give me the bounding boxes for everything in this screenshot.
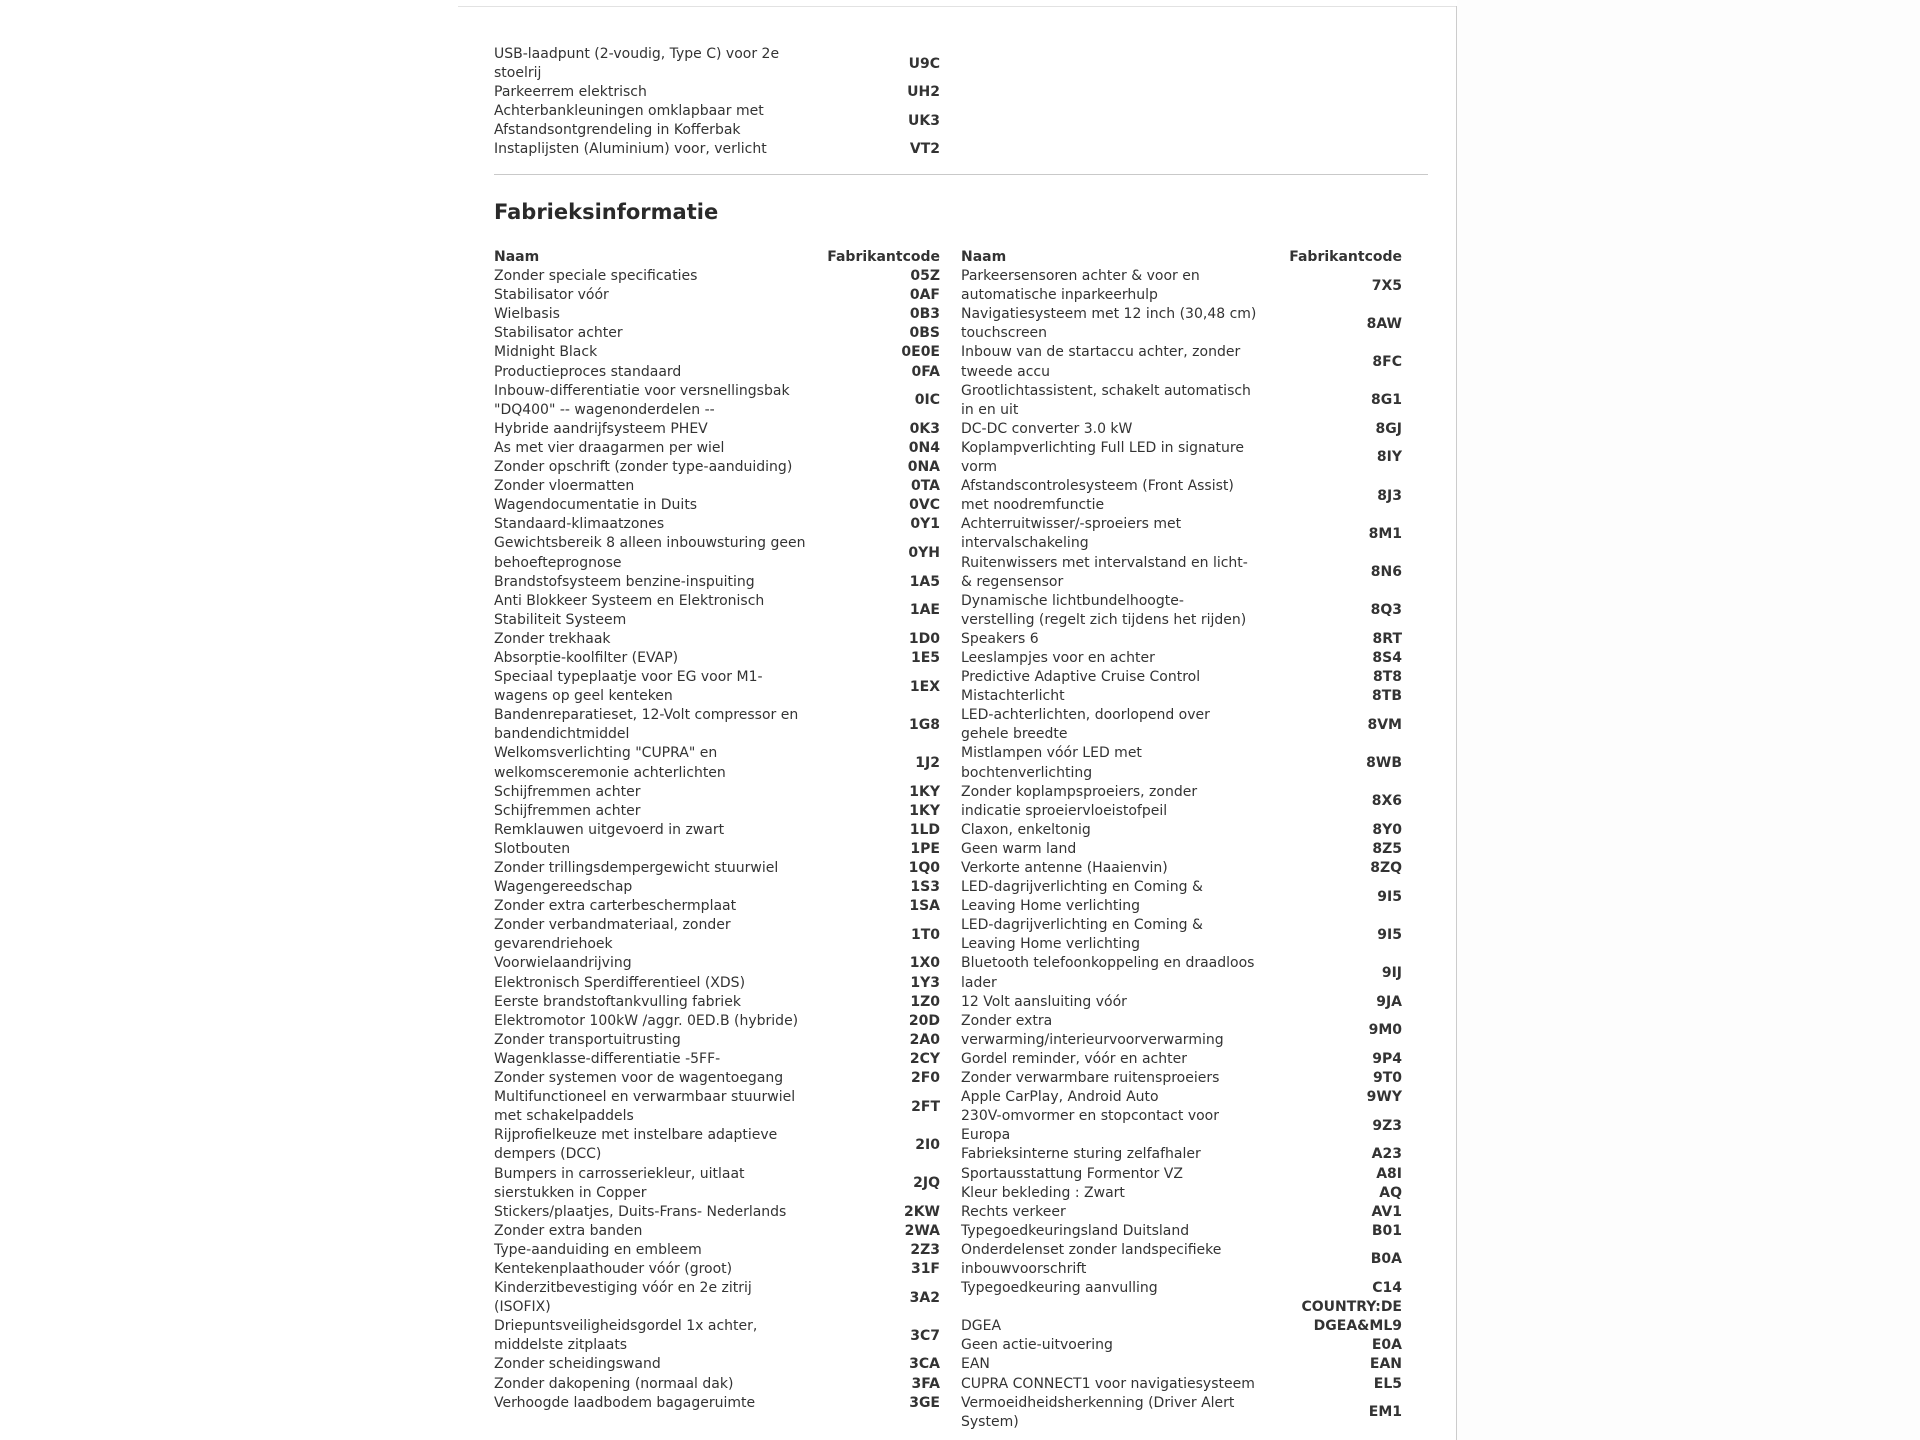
table-row (494, 783, 940, 802)
table-row (494, 382, 940, 420)
table-row (494, 496, 940, 515)
factory-code: 8WB (1366, 754, 1402, 771)
option-name: Ruitenwissers met intervalstand en licht- & regensensor (961, 554, 1248, 590)
column-header-fabrikantcode: Fabrikantcode (1289, 249, 1402, 265)
table-row (961, 1050, 1402, 1069)
option-name: LED-dagrijverlichting en Coming & Leaving Home verlichting (961, 879, 1203, 915)
section-divider (494, 174, 1428, 175)
table-row (961, 1069, 1402, 1088)
option-name: DGEA (961, 1318, 1002, 1335)
factory-code: 8G1 (1371, 392, 1402, 409)
factory-code: 0TA (910, 478, 940, 495)
factory-code: 8Y0 (1372, 821, 1402, 838)
factory-code: 9WY (1366, 1089, 1402, 1106)
factory-code: 0Y1 (910, 516, 940, 533)
factory-code: 8X6 (1371, 793, 1402, 810)
factory-code: VT2 (909, 141, 940, 158)
table-row (961, 649, 1402, 668)
table-row (961, 1394, 1402, 1432)
factory-code: 31F (910, 1260, 940, 1277)
table-header (961, 248, 1402, 267)
option-name: Schijfremmen achter (494, 802, 641, 819)
factory-code: 8J3 (1377, 487, 1402, 504)
table-row (494, 363, 940, 382)
option-name: As met vier draagarmen per wiel (494, 439, 725, 456)
table-row (494, 324, 940, 343)
table-row (961, 1184, 1402, 1203)
option-name: Voorwielaandrijving (494, 955, 632, 972)
factory-code: 3C7 (910, 1327, 940, 1344)
option-name: Bluetooth telefoonkoppeling en draadloos lader (961, 955, 1255, 991)
option-name: Driepuntsveiligheidsgordel 1x achter, middelste zitplaats (494, 1318, 758, 1354)
factory-code: C14 (1372, 1280, 1402, 1297)
option-name: Navigatiesysteem met 12 inch (30,48 cm) touchscreen (961, 306, 1257, 342)
factory-code: 3FA (911, 1375, 940, 1392)
option-name: Midnight Black (494, 344, 598, 361)
factory-code: 0E0E (901, 344, 940, 361)
factory-code: 1G8 (909, 716, 940, 733)
factory-code: EM1 (1368, 1404, 1402, 1421)
table-row (494, 1260, 940, 1279)
option-name: Inbouw-differentiatie voor versnellingsbak "DQ400" -- wagenonderdelen -- (494, 382, 790, 418)
table-row (494, 897, 940, 916)
table-row (494, 267, 940, 286)
factory-code: 7X5 (1371, 277, 1402, 294)
option-name: Instaplijsten (Aluminium) voor, verlicht (494, 141, 767, 158)
option-name: Elektromotor 100kW /aggr. 0ED.B (hybride) (494, 1012, 799, 1029)
table-row (961, 1088, 1402, 1107)
option-name: Fabrieksinterne sturing zelfafhaler (961, 1146, 1201, 1163)
option-name: Stabilisator achter (494, 325, 623, 342)
option-name: Wielbasis (494, 306, 560, 323)
table-row (494, 821, 940, 840)
table-row (961, 477, 1402, 515)
factory-code: 1E5 (910, 649, 940, 666)
option-name: Verkorte antenne (Haaienvin) (961, 860, 1168, 876)
table-row (961, 1241, 1402, 1279)
option-name: Mistlampen vóór LED met bochtenverlichting (961, 745, 1142, 781)
factory-code: 0NA (907, 459, 940, 476)
option-name: Zonder extra carterbeschermplaat (494, 898, 737, 915)
option-name: Typegoedkeuring aanvulling (961, 1280, 1158, 1297)
option-name: Speakers 6 (961, 630, 1039, 647)
factory-code: 8T8 (1372, 669, 1402, 686)
factory-code: 9IJ (1381, 965, 1402, 982)
table-row (961, 668, 1402, 687)
factory-code: 1S3 (910, 879, 940, 896)
table-row (494, 859, 940, 878)
table-row (494, 1069, 940, 1088)
factory-code: 2FT (911, 1098, 940, 1115)
option-name: Rijprofielkeuze met instelbare adaptieve dempers (DCC) (494, 1127, 778, 1163)
option-name: Grootlichtassistent, schakelt automatisch in en uit (961, 382, 1251, 418)
table-row (961, 706, 1402, 744)
factory-code: 0BS (909, 325, 940, 342)
table-row (494, 515, 940, 534)
factory-code: 1AE (909, 602, 940, 619)
table-row (494, 954, 940, 973)
option-name: Zonder vloermatten (494, 478, 635, 495)
factory-code: 8S4 (1372, 649, 1402, 666)
table-row (961, 1107, 1402, 1145)
factory-code: 9I5 (1377, 926, 1402, 943)
table-row (961, 1203, 1402, 1222)
option-name: Kleur bekleding : Zwart (961, 1184, 1125, 1201)
factory-code: 1LD (909, 821, 940, 838)
factory-code: AQ (1379, 1184, 1402, 1201)
factory-code: 1SA (909, 898, 940, 915)
option-name: Stabilisator vóór (494, 287, 609, 304)
option-name: Typegoedkeuringsland Duitsland (961, 1222, 1190, 1239)
table-row (494, 592, 940, 630)
factory-code: 2WA (904, 1222, 940, 1239)
page-right-edge (1456, 6, 1457, 1440)
factory-code: 9Z3 (1372, 1117, 1402, 1134)
table-row (494, 1165, 940, 1203)
option-name: Zonder extra verwarming/interieurvoorverwarming (961, 1012, 1224, 1048)
factory-code: 2Z3 (910, 1241, 940, 1258)
table-row (494, 305, 940, 324)
factory-code: 8IY (1376, 449, 1402, 466)
option-name: 12 Volt aansluiting vóór (961, 993, 1127, 1010)
table-row (961, 420, 1402, 439)
option-name: Zonder trekhaak (494, 630, 611, 647)
table-row (961, 554, 1402, 592)
factory-code: 9I5 (1377, 888, 1402, 905)
option-name: Geen actie-uitvoering (961, 1337, 1113, 1354)
factory-code: 8Z5 (1372, 840, 1402, 857)
table-header (494, 248, 940, 267)
table-row (961, 1375, 1402, 1394)
factory-code: 0IC (914, 392, 940, 409)
option-name: Brandstofsysteem benzine-inspuiting (494, 573, 755, 590)
factory-code: 8N6 (1370, 564, 1402, 581)
table-row (494, 1050, 940, 1069)
table-row (494, 1222, 940, 1241)
table-row (494, 1203, 940, 1222)
factory-code: 8M1 (1368, 525, 1402, 542)
option-name: Leeslampjes voor en achter (961, 649, 1155, 666)
factory-code: 1PE (910, 840, 940, 857)
factory-code: 2A0 (909, 1031, 940, 1048)
factory-code: 9M0 (1368, 1022, 1402, 1039)
table-row (494, 802, 940, 821)
factory-code: 8ZQ (1370, 860, 1402, 876)
table-row (494, 1279, 940, 1317)
factory-code: 2I0 (915, 1136, 940, 1153)
factory-info-table-left (494, 248, 940, 1413)
option-name: Sportausstattung Formentor VZ (961, 1165, 1183, 1182)
factory-code: 3GE (909, 1394, 940, 1411)
table-row (494, 878, 940, 897)
option-name: Wagendocumentatie in Duits (494, 497, 698, 514)
factory-code: 0AF (909, 287, 940, 304)
table-row (494, 286, 940, 305)
table-row (961, 1145, 1402, 1164)
table-row (494, 1241, 940, 1260)
option-name: Achterbankleuningen omklapbaar met Afstandsontgrendeling in Kofferbak (494, 103, 764, 139)
table-row (494, 1088, 940, 1126)
factory-code: AV1 (1371, 1203, 1402, 1220)
option-name: Zonder koplampsproeiers, zonder indicatie sproeiervloeistofpeil (961, 783, 1198, 819)
factory-code: UH2 (907, 84, 940, 101)
option-name: Standaard-klimaatzones (494, 516, 665, 533)
option-name: Type-aanduiding en embleem (494, 1241, 702, 1258)
table-row (494, 140, 940, 159)
table-row (961, 1165, 1402, 1184)
factory-code: UK3 (908, 112, 940, 129)
option-name: 230V-omvormer en stopcontact voor Europa (961, 1108, 1219, 1144)
option-name: Schijfremmen achter (494, 783, 641, 800)
option-name: Mistachterlicht (961, 688, 1065, 705)
factory-code: 8RT (1372, 630, 1402, 647)
option-name: Productieproces standaard (494, 363, 682, 380)
option-name: Wagenklasse-differentiatie -5FF- (494, 1050, 721, 1067)
option-name: Achterruitwisser/-sproeiers met intervalschakeling (961, 516, 1182, 552)
table-row (961, 954, 1402, 992)
factory-code: 8VM (1367, 716, 1402, 733)
table-row (961, 783, 1402, 821)
table-row (494, 1012, 940, 1031)
table-row (494, 343, 940, 362)
option-name: Remklauwen uitgevoerd in zwart (494, 821, 725, 838)
option-name: LED-achterlichten, doorlopend over gehele breedte (961, 707, 1210, 743)
option-name: Inbouw van de startaccu achter, zonder tweede accu (961, 344, 1241, 380)
table-row (494, 439, 940, 458)
option-name: Gewichtsbereik 8 alleen inbouwsturing geen behoefteprognose (494, 535, 806, 571)
table-row (961, 305, 1402, 343)
factory-code: 0FA (911, 363, 940, 380)
option-name: Zonder scheidingswand (494, 1356, 661, 1373)
option-name: Kinderzitbevestiging vóór en 2e zitrij (ISOFIX) (494, 1280, 752, 1316)
table-row (494, 534, 940, 572)
column-header-naam: Naam (961, 249, 1007, 265)
page-top-border (458, 6, 1456, 7)
option-name: LED-dagrijverlichting en Coming & Leaving Home verlichting (961, 917, 1203, 953)
factory-code: 1KY (909, 802, 940, 819)
option-name: CUPRA CONNECT1 voor navigatiesysteem (961, 1375, 1255, 1392)
page-right-margin (1457, 0, 1920, 1440)
factory-code: DGEA&ML9 (1313, 1318, 1402, 1335)
table-row (961, 382, 1402, 420)
factory-code: 0YH (908, 544, 940, 561)
option-name: Gordel reminder, vóór en achter (961, 1050, 1187, 1067)
table-row (961, 993, 1402, 1012)
factory-code: A23 (1371, 1146, 1402, 1163)
table-row (494, 840, 940, 859)
option-name: Zonder opschrift (zonder type-aanduiding) (494, 459, 793, 476)
option-name: Onderdelenset zonder landspecifieke inbouwvoorschrift (961, 1241, 1222, 1277)
factory-code: 2CY (909, 1050, 940, 1067)
factory-code: B01 (1371, 1222, 1402, 1239)
factory-code: 0B3 (909, 306, 940, 323)
option-name: Claxon, enkeltonig (961, 821, 1091, 838)
factory-code: 9JA (1376, 993, 1402, 1010)
factory-code: 3A2 (909, 1289, 940, 1306)
option-name: Hybride aandrijfsysteem PHEV (494, 420, 708, 437)
table-row (494, 1126, 940, 1164)
table-row (961, 916, 1402, 954)
option-name: Elektronisch Sperdifferentieel (XDS) (494, 974, 746, 991)
table-row (961, 267, 1402, 305)
option-name: Predictive Adaptive Cruise Control (961, 669, 1201, 686)
factory-code: 1J2 (915, 754, 940, 771)
option-name: Geen warm land (961, 840, 1077, 857)
table-row (961, 343, 1402, 381)
factory-code: 9T0 (1372, 1070, 1402, 1087)
table-row (494, 1317, 940, 1355)
table-row (494, 649, 940, 668)
option-name: Apple CarPlay, Android Auto (961, 1089, 1159, 1106)
table-row (494, 916, 940, 954)
table-row (494, 102, 940, 140)
table-row (961, 821, 1402, 840)
option-name: Bandenreparatieset, 12-Volt compressor en bandendichtmiddel (494, 707, 799, 743)
table-row (494, 744, 940, 782)
table-row (961, 1012, 1402, 1050)
factory-code: 8GJ (1375, 420, 1402, 437)
factory-code: 8AW (1366, 315, 1402, 332)
table-row (494, 630, 940, 649)
option-name: Welkomsverlichting "CUPRA" en welkomsceremonie achterlichten (494, 745, 726, 781)
factory-code: 1A5 (909, 573, 940, 590)
table-row (494, 1355, 940, 1374)
factory-code: 1X0 (909, 955, 940, 972)
table-row (961, 744, 1402, 782)
option-name: DC-DC converter 3.0 kW (961, 420, 1133, 437)
factory-code: B0A (1370, 1251, 1402, 1268)
factory-code: 0VC (909, 497, 940, 514)
factory-code: 20D (908, 1012, 940, 1029)
option-name: Zonder speciale specificaties (494, 268, 698, 285)
table-row (494, 420, 940, 439)
option-name: USB-laadpunt (2-voudig, Type C) voor 2e stoelrij (494, 46, 780, 82)
factory-code: A8I (1376, 1165, 1402, 1182)
table-row (961, 1317, 1402, 1336)
table-row (961, 439, 1402, 477)
factory-code: 1Q0 (908, 860, 940, 876)
option-name: Dynamische lichtbundelhoogte- verstelling (regelt zich tijdens het rijden) (961, 592, 1247, 628)
table-row (961, 859, 1402, 878)
factory-code: 1Z0 (910, 993, 940, 1010)
factory-code: 8TB (1372, 688, 1402, 705)
column-header-naam: Naam (494, 249, 540, 265)
table-row (961, 630, 1402, 649)
factory-code: 1EX (909, 678, 940, 695)
table-row (494, 458, 940, 477)
factory-code: 0K3 (909, 420, 940, 437)
option-name: Eerste brandstoftankvulling fabriek (494, 993, 741, 1010)
option-name: Multifunctioneel en verwarmbaar stuurwiel met schakelpaddels (494, 1089, 796, 1125)
factory-info-table-right (961, 248, 1402, 1432)
factory-code: 9P4 (1372, 1050, 1402, 1067)
table-row (494, 974, 940, 993)
table-row (961, 1298, 1402, 1317)
option-name: Zonder trillingsdempergewicht stuurwiel (494, 860, 779, 876)
factory-code: 1T0 (910, 926, 940, 943)
table-row (494, 477, 940, 496)
factory-code: 2F0 (910, 1070, 940, 1087)
option-name: Wagengereedschap (494, 879, 633, 896)
factory-code: EL5 (1373, 1375, 1402, 1392)
table-row (494, 1394, 940, 1413)
factory-code: 8Q3 (1370, 602, 1402, 619)
option-name: Kentekenplaathouder vóór (groot) (494, 1260, 733, 1277)
factory-code: 1D0 (908, 630, 940, 647)
option-name: EAN (961, 1356, 990, 1373)
option-name: Absorptie-koolfilter (EVAP) (494, 649, 679, 666)
factory-code: 1KY (909, 783, 940, 800)
factory-code: 8FC (1372, 354, 1402, 371)
table-row (961, 1279, 1402, 1298)
option-name: Parkeersensoren achter & voor en automatische inparkeerhulp (961, 268, 1200, 304)
option-name: Zonder systemen voor de wagentoegang (494, 1070, 784, 1087)
factory-code: 0N4 (908, 439, 940, 456)
factory-code: COUNTRY:DE (1301, 1299, 1402, 1316)
factory-code: 3CA (909, 1356, 940, 1373)
table-row (961, 878, 1402, 916)
option-name: Stickers/plaatjes, Duits-Frans- Nederlands (494, 1203, 787, 1220)
option-name: Parkeerrem elektrisch (494, 84, 647, 101)
option-name: Speciaal typeplaatje voor EG voor M1- wagens op geel kenteken (494, 669, 763, 705)
factory-code: E0A (1371, 1337, 1402, 1354)
option-name: Anti Blokkeer Systeem en Elektronisch Stabiliteit Systeem (494, 592, 765, 628)
factory-code: U9C (908, 55, 940, 72)
table-row (961, 1222, 1402, 1241)
option-name: Rechts verkeer (961, 1203, 1066, 1220)
table-row (494, 1375, 940, 1394)
option-name: Zonder extra banden (494, 1222, 643, 1239)
option-name: Vermoeidheidsherkenning (Driver Alert System) (961, 1394, 1235, 1430)
option-name: Verhoogde laadbodem bagageruimte (494, 1394, 756, 1411)
factory-code: 2KW (903, 1203, 940, 1220)
table-row (961, 840, 1402, 859)
options-table-top (494, 45, 940, 160)
table-row (494, 706, 940, 744)
factory-code: 1Y3 (910, 974, 940, 991)
option-name: Bumpers in carrosseriekleur, uitlaat sierstukken in Copper (494, 1165, 745, 1201)
option-name: Zonder transportuitrusting (494, 1031, 681, 1048)
section-title: Fabrieksinformatie (494, 200, 719, 224)
table-row (494, 45, 940, 83)
option-name: Zonder verwarmbare ruitensproeiers (961, 1070, 1220, 1087)
factory-code: 2JQ (913, 1175, 940, 1192)
table-row (494, 1031, 940, 1050)
option-name: Koplampverlichting Full LED in signature vorm (961, 439, 1244, 476)
table-row (961, 1355, 1402, 1374)
table-row (961, 592, 1402, 630)
factory-code: 05Z (910, 268, 940, 285)
table-row (961, 687, 1402, 706)
column-header-fabrikantcode: Fabrikantcode (827, 249, 940, 265)
option-name: Afstandscontrolesysteem (Front Assist) met noodremfunctie (961, 478, 1234, 514)
table-row (494, 83, 940, 102)
table-row (494, 993, 940, 1012)
table-row (961, 1336, 1402, 1355)
factory-code: EAN (1369, 1356, 1402, 1373)
option-name: Zonder dakopening (normaal dak) (494, 1375, 734, 1392)
table-row (494, 668, 940, 706)
table-row (494, 573, 940, 592)
option-name: Zonder verbandmateriaal, zonder gevarendriehoek (494, 917, 731, 953)
option-name: Slotbouten (494, 840, 571, 857)
table-row (961, 515, 1402, 553)
